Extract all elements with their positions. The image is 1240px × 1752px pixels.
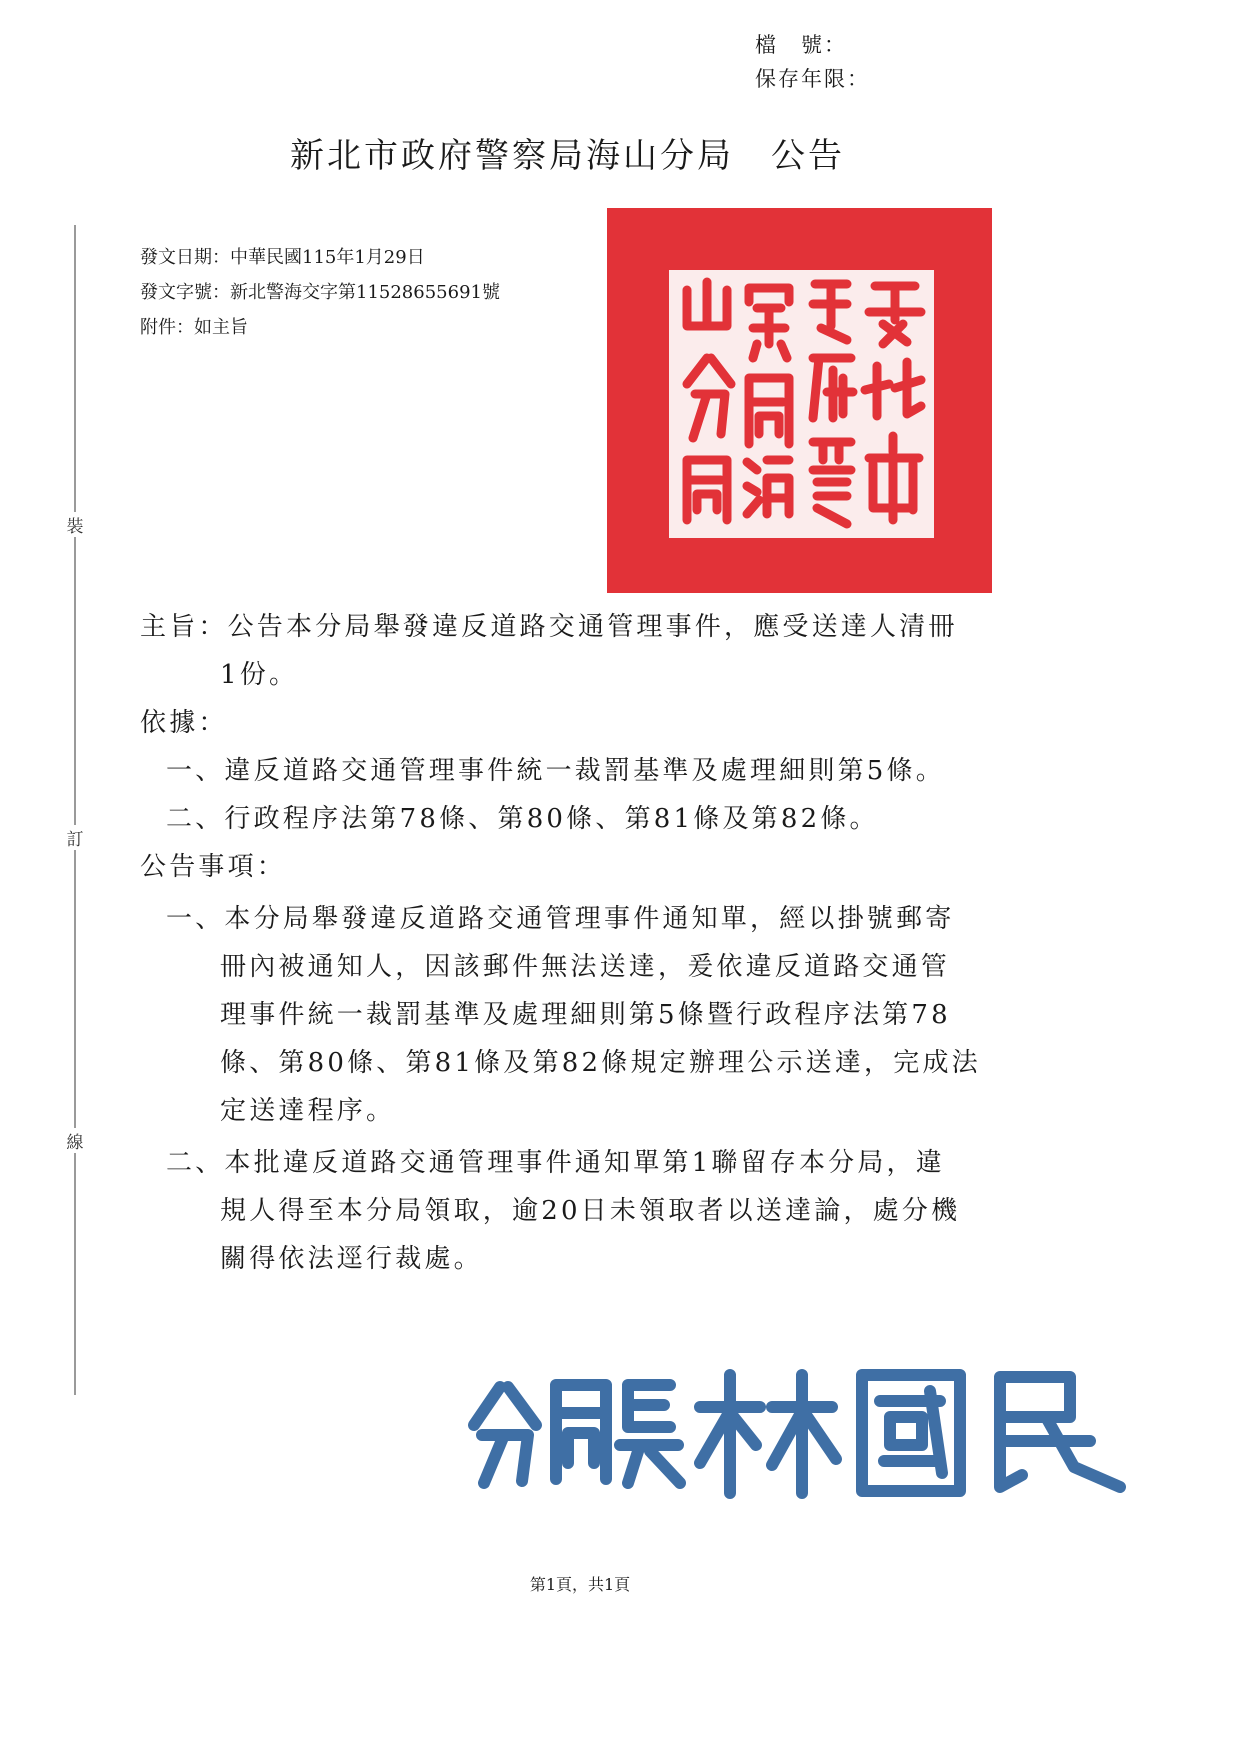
official-seal (607, 208, 992, 593)
binding-mark-zhuang: 裝 (64, 512, 86, 537)
attachment: 附件：如主旨 (140, 317, 248, 338)
notice-item (140, 1139, 1045, 1187)
seal-graphic (607, 208, 992, 593)
page-number: 第1頁，共1頁 (529, 1575, 631, 1594)
notice-item-line: 定送達程序。 (220, 1096, 396, 1126)
basis-item-number: 一、 (166, 756, 225, 786)
subject-line (140, 603, 1045, 651)
notice-item-line: 理事件統一裁罰基準及處理細則第5條暨行政程序法第78 (220, 1000, 951, 1030)
file-number-label: 檔 號： (755, 33, 847, 57)
basis-item (140, 795, 1045, 843)
notice-item-continued (140, 1087, 1045, 1135)
notice-item-continued (140, 943, 1045, 991)
document-meta (140, 240, 500, 345)
binding-mark-ding: 訂 (64, 825, 86, 850)
notice-item (140, 895, 1045, 943)
notice-item-number: 二、 (166, 1148, 225, 1178)
notice-item-line: 冊內被通知人，因該郵件無法送達，爰依違反道路交通管 (220, 952, 951, 982)
basis-item-text: 行政程序法第78條、第80條、第81條及第82條。 (224, 804, 879, 834)
issue-date: 發文日期：中華民國115年1月29日 (140, 247, 425, 268)
basis-item (140, 747, 1045, 795)
notice-heading (140, 843, 1045, 891)
notice-heading-text: 公告事項： (140, 852, 287, 882)
basis-item-number: 二、 (166, 804, 225, 834)
binding-mark-xian: 線 (64, 1128, 86, 1153)
document-body (140, 603, 1045, 1283)
subject-text-line1: 公告本分局舉發違反道路交通管理事件，應受送達人清冊 (227, 612, 958, 642)
basis-item-text: 違反道路交通管理事件統一裁罰基準及處理細則第5條。 (224, 756, 945, 786)
filing-info (755, 28, 870, 96)
subject-line-continued (140, 651, 1045, 699)
page-title: 新北市政府警察局海山分局 公告 (290, 136, 845, 176)
notice-item-line: 條、第80條、第81條及第82條規定辦理公示送達，完成法 (220, 1048, 981, 1078)
signature-graphic (460, 1355, 1150, 1505)
basis-heading-text: 依據： (140, 708, 228, 738)
notice-item-continued (140, 1039, 1045, 1087)
retention-period-label: 保存年限： (755, 67, 870, 91)
document-number: 發文字號：新北警海交字第11528655691號 (140, 282, 500, 303)
binding-line (74, 225, 76, 1395)
notice-item-line: 規人得至本分局領取，逾20日未領取者以送達論，處分機 (220, 1196, 961, 1226)
notice-item-line: 本批違反道路交通管理事件通知單第1聯留存本分局，違 (224, 1148, 945, 1178)
subject-text-line2: 1份。 (220, 660, 299, 690)
subject-label: 主旨： (140, 612, 228, 642)
notice-item-line: 關得依法逕行裁處。 (220, 1244, 483, 1274)
notice-item-continued (140, 1235, 1045, 1283)
notice-item-number: 一、 (166, 904, 225, 934)
notice-item-line: 本分局舉發違反道路交通管理事件通知單，經以掛號郵寄 (224, 904, 955, 934)
notice-item-continued (140, 991, 1045, 1039)
notice-item-continued (140, 1187, 1045, 1235)
basis-heading (140, 699, 1045, 747)
signature-stamp (460, 1355, 1150, 1505)
